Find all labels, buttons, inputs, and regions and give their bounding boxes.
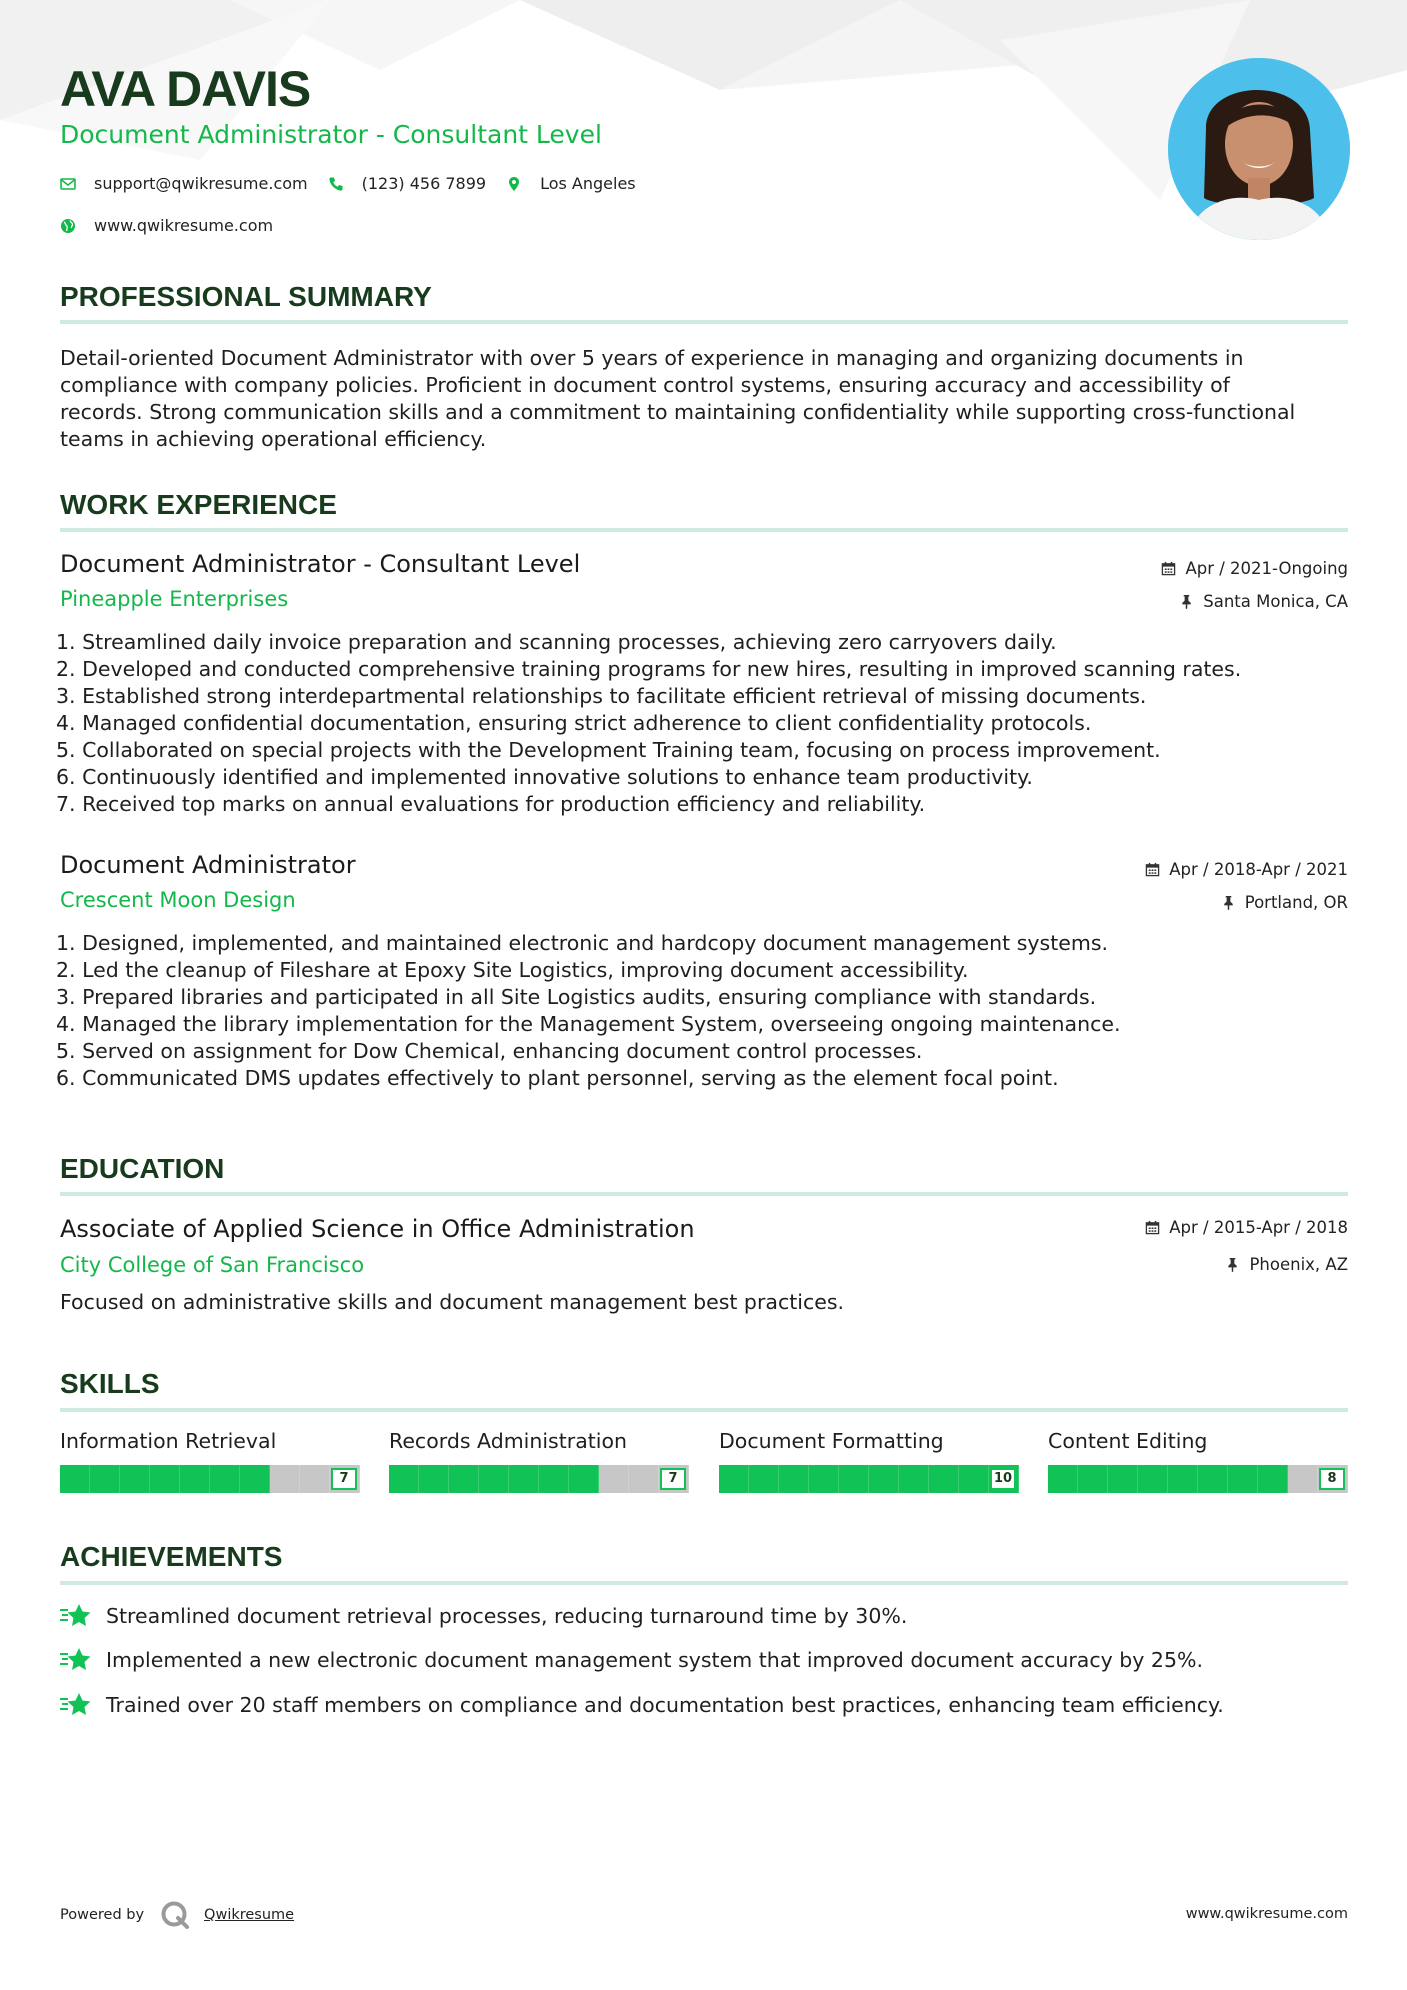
contact-location (506, 174, 636, 193)
skill-bar-segment (150, 1465, 180, 1493)
company-name: Crescent Moon Design (60, 888, 296, 912)
section-divider (60, 1408, 1348, 1412)
skill-name: Document Formatting (719, 1429, 944, 1453)
contact-phone[interactable] (328, 174, 486, 193)
skill-bar-segment (1228, 1465, 1258, 1493)
list-item: 7. Received top marks on annual evaluations for production efficiency and reliability. (56, 792, 926, 816)
education-description: Focused on administrative skills and document management best practices. (60, 1290, 845, 1314)
powered-by-text: Powered by (60, 1907, 145, 1923)
skill-bar-segment (120, 1465, 150, 1493)
skill-bar-segment (869, 1465, 899, 1493)
skill-bar-segment (1288, 1465, 1318, 1493)
skill-bar-segment (1108, 1465, 1138, 1493)
job-location (1179, 592, 1348, 611)
skill-bar-segment (569, 1465, 599, 1493)
list-item: 1. Streamlined daily invoice preparation and scanning processes, achieving zero carryovers daily. (56, 630, 1057, 654)
summary-text (60, 345, 1350, 453)
section-title-experience: WORK EXPERIENCE (60, 489, 337, 520)
job-location (1221, 893, 1348, 912)
skill-bar-segment (839, 1465, 869, 1493)
summary-line: records. Strong communication skills and a commitment to maintaining confidentiality while supporting cross-functional (60, 400, 1296, 424)
skill-bar-segment (749, 1465, 779, 1493)
skill-bar-segment (899, 1465, 929, 1493)
skill-bar-segment (1138, 1465, 1168, 1493)
phone-text: (123) 456 7899 (361, 174, 487, 193)
skill-bar-segment (479, 1465, 509, 1493)
location-text: Phoenix, AZ (1249, 1255, 1348, 1274)
section-divider (60, 320, 1348, 324)
skill-name: Content Editing (1048, 1429, 1208, 1453)
pushpin-icon (1179, 594, 1194, 609)
contact-row (60, 174, 656, 193)
skill-item (60, 1429, 360, 1493)
job-title: Document Administrator - Consultant Level (60, 550, 581, 578)
skill-bar-segment (1258, 1465, 1288, 1493)
skill-item (1048, 1429, 1348, 1493)
skill-level-bar (389, 1465, 689, 1493)
skill-level-bar (1048, 1465, 1348, 1493)
skill-bar-segment (1198, 1465, 1228, 1493)
skill-name: Information Retrieval (60, 1429, 277, 1453)
job-dates (1145, 860, 1348, 879)
candidate-name: AVA DAVIS (60, 61, 311, 117)
skill-level-badge: 8 (1319, 1468, 1345, 1490)
skill-bar-segment (180, 1465, 210, 1493)
list-item: 5. Served on assignment for Dow Chemical, enhancing document control processes. (56, 1039, 923, 1063)
section-title-summary: PROFESSIONAL SUMMARY (60, 281, 432, 312)
dates-text: Apr / 2015-Apr / 2018 (1169, 1218, 1348, 1237)
skill-bar-segment (539, 1465, 569, 1493)
summary-line: teams in achieving operational efficiency. (60, 427, 487, 451)
list-item: 2. Developed and conducted comprehensive training programs for new hires, resulting in improved scanning rates. (56, 657, 1242, 681)
contact-email[interactable] (60, 174, 308, 193)
calendar-icon (1145, 1220, 1160, 1235)
footer-website[interactable]: www.qwikresume.com (1185, 1906, 1348, 1922)
location-text: Santa Monica, CA (1203, 592, 1348, 611)
list-item: 3. Prepared libraries and participated in all Site Logistics audits, ensuring compliance with standards. (56, 985, 1097, 1009)
education-dates (1145, 1218, 1348, 1237)
skill-item (389, 1429, 689, 1493)
company-name: Pineapple Enterprises (60, 587, 289, 611)
skill-level-badge: 10 (990, 1468, 1016, 1490)
calendar-icon (1145, 862, 1160, 877)
skill-level-bar (719, 1465, 1019, 1493)
skill-bar-segment (210, 1465, 240, 1493)
section-divider (60, 1192, 1348, 1196)
section-divider (60, 528, 1348, 532)
location-text: Los Angeles (540, 174, 636, 193)
contact-row-website (60, 216, 293, 235)
list-item: 4. Managed confidential documentation, ensuring strict adherence to client confidentiality protocols. (56, 711, 1092, 735)
star-badge-icon (60, 1647, 92, 1673)
section-title-education: EDUCATION (60, 1153, 225, 1184)
candidate-title: Document Administrator - Consultant Level (60, 120, 602, 149)
section-title-skills: SKILLS (60, 1368, 160, 1399)
dates-text: Apr / 2018-Apr / 2021 (1169, 860, 1348, 879)
job-responsibilities (56, 629, 1356, 818)
list-item: 6. Continuously identified and implemented innovative solutions to enhance team productivity. (56, 765, 1033, 789)
globe-icon (60, 218, 76, 234)
star-badge-icon (60, 1603, 92, 1629)
map-pin-icon (506, 176, 522, 192)
skill-bar-segment (60, 1465, 90, 1493)
achievement-item (60, 1692, 1224, 1718)
section-title-achievements: ACHIEVEMENTS (60, 1541, 283, 1572)
list-item: 1. Designed, implemented, and maintained electronic and hardcopy document management systems. (56, 931, 1109, 955)
skill-item (719, 1429, 1019, 1493)
achievement-item (60, 1603, 907, 1629)
job-responsibilities (56, 930, 1356, 1092)
skill-bar-segment (240, 1465, 270, 1493)
skill-level-bar (60, 1465, 360, 1493)
skill-bar-segment (449, 1465, 479, 1493)
skill-bar-segment (270, 1465, 300, 1493)
degree-title: Associate of Applied Science in Office Administration (60, 1215, 695, 1243)
pushpin-icon (1225, 1257, 1240, 1272)
list-item: 2. Led the cleanup of Fileshare at Epoxy Site Logistics, improving document accessibility. (56, 958, 969, 982)
star-badge-icon (60, 1692, 92, 1718)
email-text: support@qwikresume.com (94, 174, 308, 193)
brand-link[interactable]: Qwikresume (204, 1907, 295, 1923)
profile-photo (1168, 58, 1350, 240)
envelope-icon (60, 176, 76, 192)
skill-level-badge: 7 (660, 1468, 686, 1490)
summary-line: Detail-oriented Document Administrator with over 5 years of experience in managing and organizing documents in (60, 346, 1244, 370)
list-item: 3. Established strong interdepartmental relationships to facilitate efficient retrieval of missing documents. (56, 684, 1147, 708)
achievement-text: Implemented a new electronic document management system that improved document accuracy by 25%. (106, 1648, 1204, 1672)
calendar-icon (1161, 561, 1176, 576)
achievement-text: Streamlined document retrieval processes, reducing turnaround time by 30%. (106, 1604, 908, 1628)
section-divider (60, 1581, 1348, 1585)
footer-powered-by (60, 1900, 294, 1930)
achievement-text: Trained over 20 staff members on compliance and documentation best practices, enhancing team efficiency. (106, 1693, 1224, 1717)
avatar (1168, 58, 1350, 240)
dates-text: Apr / 2021-Ongoing (1185, 559, 1348, 578)
job-title: Document Administrator (60, 851, 356, 879)
pushpin-icon (1221, 895, 1236, 910)
qwikresume-logo-icon (160, 1900, 190, 1930)
summary-line: compliance with company policies. Proficient in document control systems, ensuring accuracy and accessibility of (60, 373, 1230, 397)
skill-level-badge: 7 (331, 1468, 357, 1490)
skill-name: Records Administration (389, 1429, 628, 1453)
website-text: www.qwikresume.com (94, 216, 274, 235)
job-dates (1161, 559, 1348, 578)
education-location (1225, 1255, 1348, 1274)
skill-bar-segment (779, 1465, 809, 1493)
list-item: 4. Managed the library implementation for the Management System, overseeing ongoing maintenance. (56, 1012, 1121, 1036)
skill-bar-segment (419, 1465, 449, 1493)
skill-bar-segment (300, 1465, 330, 1493)
list-item: 6. Communicated DMS updates effectively to plant personnel, serving as the element focal point. (56, 1066, 1059, 1090)
skill-bar-segment (1078, 1465, 1108, 1493)
school-name: City College of San Francisco (60, 1253, 365, 1277)
skill-bar-segment (90, 1465, 120, 1493)
skill-bar-segment (629, 1465, 659, 1493)
skill-bar-segment (509, 1465, 539, 1493)
skill-bar-segment (929, 1465, 959, 1493)
contact-website[interactable] (60, 216, 273, 235)
skill-bar-segment (1168, 1465, 1198, 1493)
list-item: 5. Collaborated on special projects with the Development Training team, focusing on process improvement. (56, 738, 1161, 762)
location-text: Portland, OR (1244, 893, 1348, 912)
skill-bar-segment (809, 1465, 839, 1493)
skill-bar-segment (959, 1465, 989, 1493)
skill-bar-segment (389, 1465, 419, 1493)
skill-bar-segment (1048, 1465, 1078, 1493)
phone-icon (328, 176, 344, 192)
achievement-item (60, 1647, 1203, 1673)
skill-bar-segment (719, 1465, 749, 1493)
skill-bar-segment (599, 1465, 629, 1493)
